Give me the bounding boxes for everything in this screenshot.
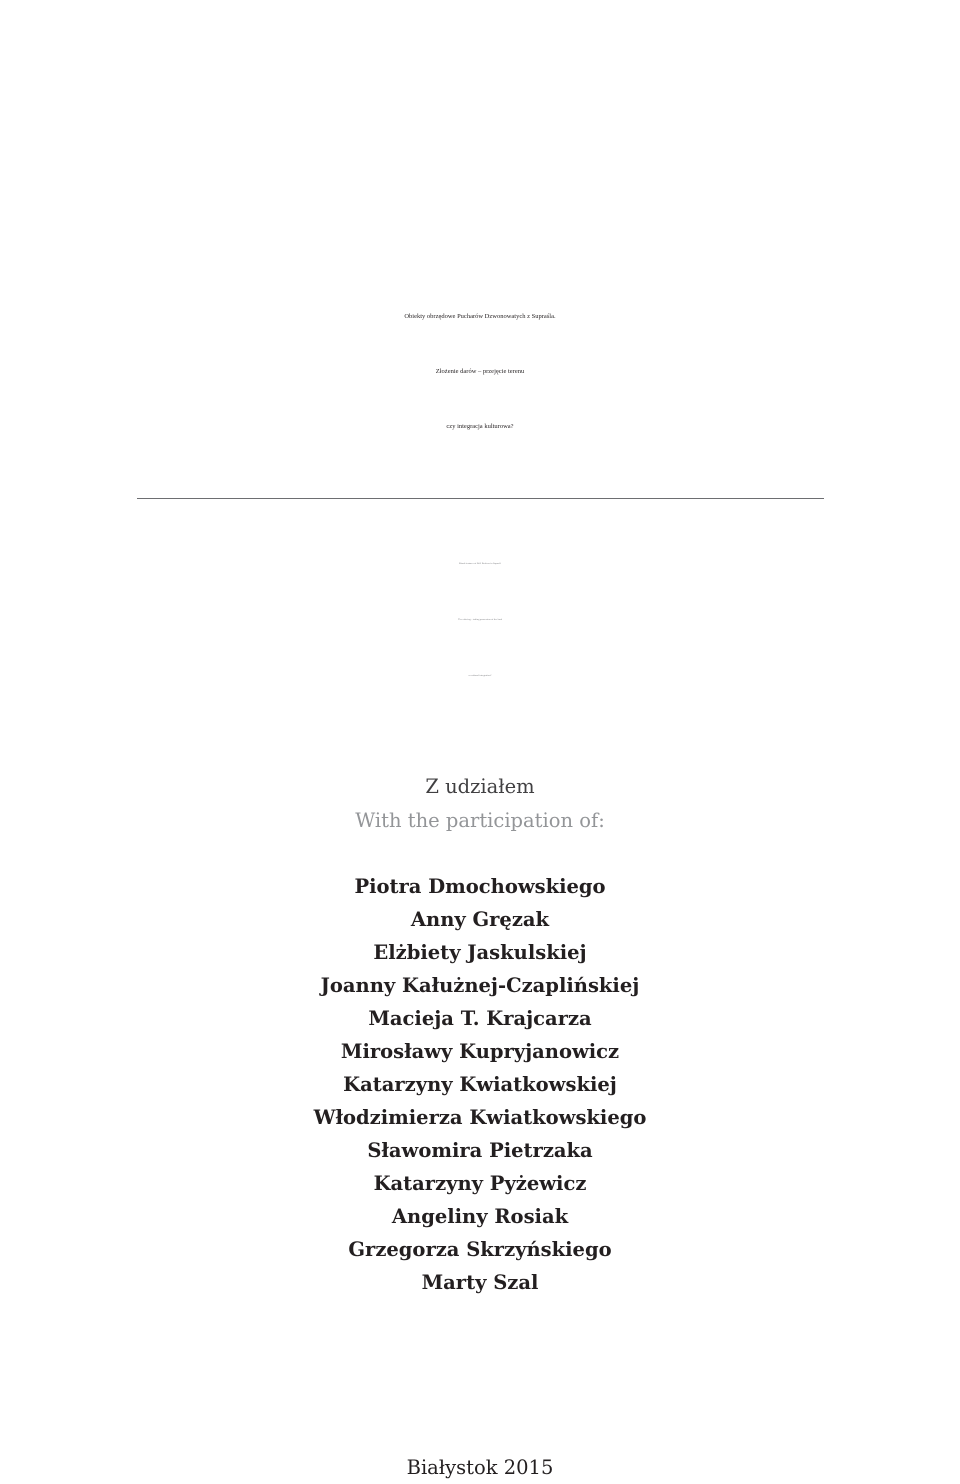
authors [0, 2, 960, 34]
contributor-name: Katarzyny Pyżewicz [373, 1172, 587, 1195]
contributor-name: Mirosławy Kupryjanowicz [340, 1040, 620, 1063]
contributor-name: Macieja T. Krajcarza [368, 1007, 592, 1030]
title-polish-line: Obiekty obrzędowe Pucharów Dzwonowatych z Supraśla. [404, 313, 556, 320]
place-and-year: Białystok 2015 [406, 1456, 554, 1479]
participation-label-polish: Z udziałem [425, 775, 535, 798]
title-english-line: or cultural integration? [468, 674, 492, 677]
contributor-name: Angeliny Rosiak [391, 1205, 569, 1228]
contributor-name: Włodzimierza Kwiatkowskiego [313, 1106, 647, 1129]
contributor-name: Grzegorza Skrzyńskiego [348, 1238, 612, 1261]
participation-caption [0, 770, 960, 838]
contributor-name: Joanny Kałużnej-Czaplińskiej [320, 974, 640, 997]
contributor-name: Marty Szal [421, 1271, 539, 1294]
contributor-name: Piotra Dmochowskiego [354, 875, 606, 898]
title-english-line: Ritual features of Bell Beakers in Supraśl. [458, 562, 502, 565]
title-divider [137, 498, 824, 499]
contributor-name: Sławomira Pietrzaka [367, 1139, 593, 1162]
title-english-line: The offering – taking possession of the land [458, 618, 502, 621]
title-english [0, 541, 960, 709]
contributor-name: Katarzyny Kwiatkowskiej [343, 1073, 617, 1096]
contributor-name: Anny Gręzak [410, 908, 550, 931]
contributors-list [0, 870, 960, 1299]
participation-label-english: With the participation of: [355, 809, 605, 832]
title-polish [0, 292, 960, 457]
title-polish-line: Złożenie darów – przejęcie terenu [435, 368, 525, 375]
title-polish-line: czy integracja kulturowa? [446, 423, 514, 430]
contributor-name: Elżbiety Jaskulskiej [373, 941, 587, 964]
